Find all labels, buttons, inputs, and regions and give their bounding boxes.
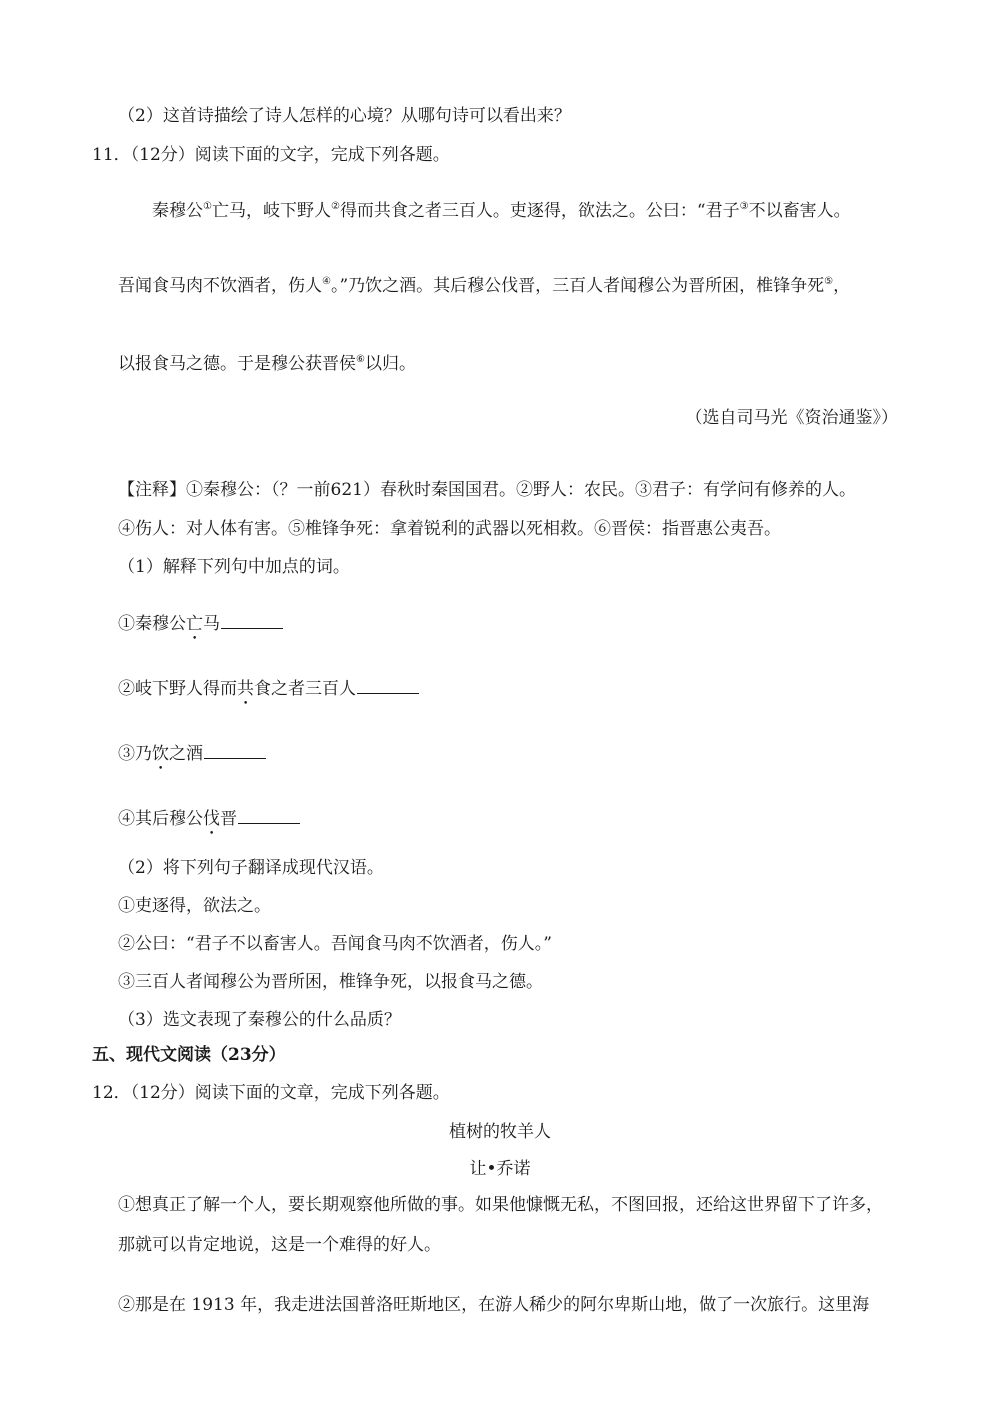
article-title: 植树的牧羊人 [449, 1122, 551, 1142]
q11-sub1-item: ②岐下野人得而共食之者三百人 [118, 679, 419, 709]
footnote-ref-2: ② [330, 201, 340, 212]
q11-source: （选自司马光《资治通鉴》） [685, 408, 898, 428]
answer-blank[interactable] [238, 809, 300, 824]
answer-blank[interactable] [357, 679, 419, 694]
q11-sub2-item: ③三百人者闻穆公为晋所困，椎锋争死，以报食马之德。 [118, 972, 543, 992]
article-author: 让•乔诺 [469, 1159, 531, 1179]
q11-sub3-prompt: （3）选文表现了秦穆公的什么品质？ [118, 1010, 401, 1030]
footnote-ref-6: ⑥ [356, 354, 365, 365]
q11-notes-line1: 【注释】①秦穆公：（？一前621）春秋时秦国国君。②野人：农民。③君子：有学问有修养的人。 [118, 480, 856, 500]
dotted-word: 伐 [203, 809, 220, 829]
q11-sub2-prompt: （2）将下列句子翻译成现代汉语。 [118, 858, 384, 878]
q11-sub1-item: ③乃饮之酒 [118, 744, 266, 774]
footnote-ref-1: ① [203, 201, 212, 212]
q11-sub2-item: ②公曰：“君子不以畜害人。吾闻食马肉不饮酒者，伤人。” [118, 934, 552, 954]
q12-p1-line1: ①想真正了解一个人，要长期观察他所做的事。如果他慷慨无私，不图回报，还给这世界留下了许多， [118, 1195, 883, 1215]
q11-passage-line3: 以报食马之德。于是穆公获晋侯⑥以归。 [118, 354, 416, 374]
q11-sub1-item: ①秦穆公亡马 [118, 614, 283, 644]
dotted-word: 共 [237, 679, 254, 699]
section-heading: 五、现代文阅读（23分） [92, 1045, 286, 1065]
q11-sub1-item: ④其后穆公伐晋 [118, 809, 300, 839]
q12-header: 12．（12分）阅读下面的文章，完成下列各题。 [92, 1083, 450, 1103]
footnote-ref-4: ④ [322, 276, 331, 287]
q11-passage-line1: 秦穆公①亡马，岐下野人②得而共食之者三百人。吏逐得，欲法之。公曰：“君子③不以畜害人。 [152, 201, 851, 221]
q11-notes-line2: ④伤人：对人体有害。⑤椎锋争死：拿着锐利的武器以死相救。⑥晋侯：指晋惠公夷吾。 [118, 519, 781, 539]
footnote-ref-5: ⑤ [824, 276, 834, 287]
dotted-word: 亡 [186, 614, 203, 634]
answer-blank[interactable] [204, 744, 266, 759]
q11-header: 11．（12分）阅读下面的文字，完成下列各题。 [92, 145, 450, 165]
answer-blank[interactable] [221, 614, 283, 629]
q12-p2-line1: ②那是在 1913 年，我走进法国普洛旺斯地区，在游人稀少的阿尔卑斯山地，做了一次旅行。这里海 [118, 1295, 870, 1315]
footnote-ref-3: ③ [739, 201, 749, 212]
q10-sub2: （2）这首诗描绘了诗人怎样的心境？从哪句诗可以看出来？ [118, 106, 571, 126]
q11-sub1-prompt: （1）解释下列句中加点的词。 [118, 557, 350, 577]
q12-p1-line2: 那就可以肯定地说，这是一个难得的好人。 [118, 1235, 441, 1255]
q11-sub2-item: ①吏逐得，欲法之。 [118, 896, 271, 916]
q11-passage-line2: 吾闻食马肉不饮酒者，伤人④。”乃饮之酒。其后穆公伐晋，三百人者闻穆公为晋所困，椎锋争死⑤， [118, 276, 851, 296]
dotted-word: 饮 [152, 744, 169, 764]
